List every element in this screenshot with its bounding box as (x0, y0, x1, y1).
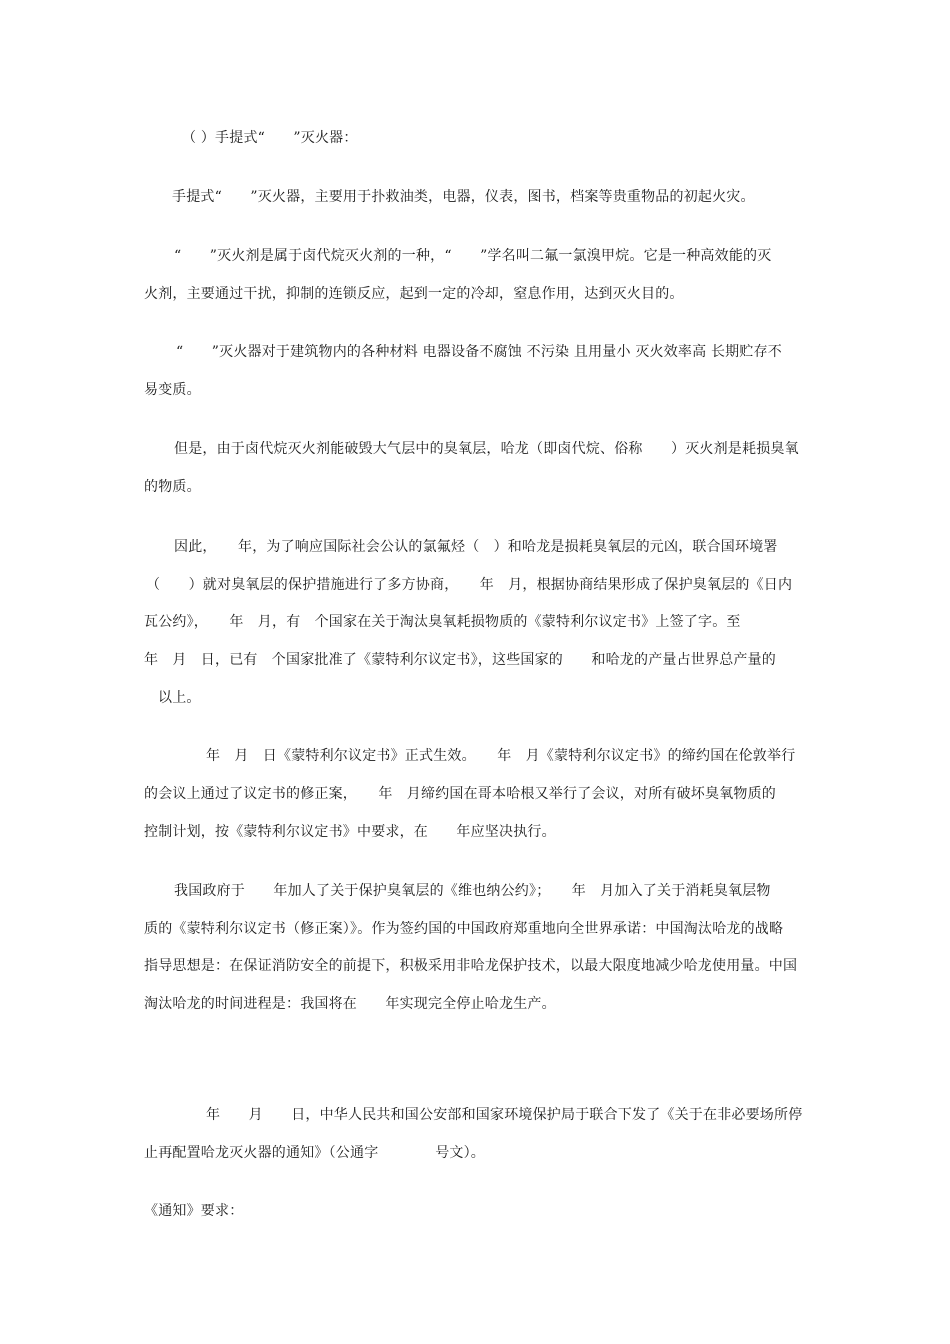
section-heading: （ ）手提式“ ”灭火器： (182, 130, 358, 146)
paragraph-9-line-1: 《通知》要求： (144, 1203, 244, 1219)
paragraph-7-line-2: 质的《蒙特利尔议定书（修正案）》。作为签约国的中国政府郑重地向全世界承诺：中国淘汰哈龙的战略 (144, 921, 784, 937)
paragraph-1-line-1: 手提式“ ”灭火器，主要用于扑救油类，电器，仪表，图书，档案等贵重物品的初起火灾。 (172, 189, 755, 205)
paragraph-3-line-2: 易变质。 (144, 382, 201, 398)
paragraph-7-line-4: 淘汰哈龙的时间进程是：我国将在 年实现完全停止哈龙生产。 (144, 996, 556, 1012)
paragraph-5-line-4: 年 月 日，已有 个国家批准了《蒙特利尔议定书》，这些国家的 和哈龙的产量占世界总产量的 (144, 652, 776, 668)
paragraph-5-line-1: 因此， 年，为了响应国际社会公认的氯氟烃（ ）和哈龙是损耗臭氧层的元凶，联合国环境署 (174, 539, 778, 555)
paragraph-5-line-2: （ ）就对臭氧层的保护措施进行了多方协商， 年 月，根据协商结果形成了保护臭氧层的《日内 (146, 577, 793, 593)
paragraph-2-line-2: 火剂，主要通过干扰，抑制的连锁反应，起到一定的冷却，窒息作用，达到灭火目的。 (144, 286, 684, 302)
paragraph-5-line-5: 以上。 (158, 690, 201, 706)
paragraph-4-line-1: 但是，由于卤代烷灭火剂能破毁大气层中的臭氧层，哈龙（即卤代烷、俗称 ）灭火剂是耗损臭氧 (174, 441, 799, 457)
paragraph-8-line-2: 止再配置哈龙灭火器的通知》（公通字 号文）。 (144, 1145, 485, 1161)
paragraph-6-line-2: 的会议上通过了议定书的修正案， 年 月缔约国在哥本哈根又举行了会议，对所有破坏臭氧物质的 (144, 786, 776, 802)
paragraph-4-line-2: 的物质。 (144, 479, 201, 495)
paragraph-7-line-3: 指导思想是：在保证消防安全的前提下，积极采用非哈龙保护技术，以最大限度地减少哈龙使用量。中国 (144, 958, 798, 974)
paragraph-6-line-3: 控制计划，按《蒙特利尔议定书》中要求，在 年应坚决执行。 (144, 824, 556, 840)
paragraph-3-line-1: “ ”灭火器对于建筑物内的各种材料 电器设备不腐蚀 不污染 且用量小 灭火效率高 长期贮存不 (176, 344, 782, 360)
paragraph-6-line-1: 年 月 日《蒙特利尔议定书》正式生效。 年 月《蒙特利尔议定书》的缔约国在伦敦举行 (206, 748, 796, 764)
paragraph-7-line-1: 我国政府于 年加人了关于保护臭氧层的《维也纳公约》； 年 月加入了关于消耗臭氧层物 (174, 883, 771, 899)
paragraph-2-line-1: “ ”灭火剂是属于卤代烷灭火剂的一种，“ ”学名叫二氟一氯溴甲烷。它是一种高效能的灭 (174, 248, 772, 264)
paragraph-8-line-1: 年 月 日，中华人民共和国公安部和国家环境保护局于联合下发了《关于在非必要场所停 (206, 1107, 803, 1123)
paragraph-5-line-3: 瓦公约》， 年 月，有 个国家在关于淘汰臭氧耗损物质的《蒙特利尔议定书》上签了字。至 (144, 614, 741, 630)
